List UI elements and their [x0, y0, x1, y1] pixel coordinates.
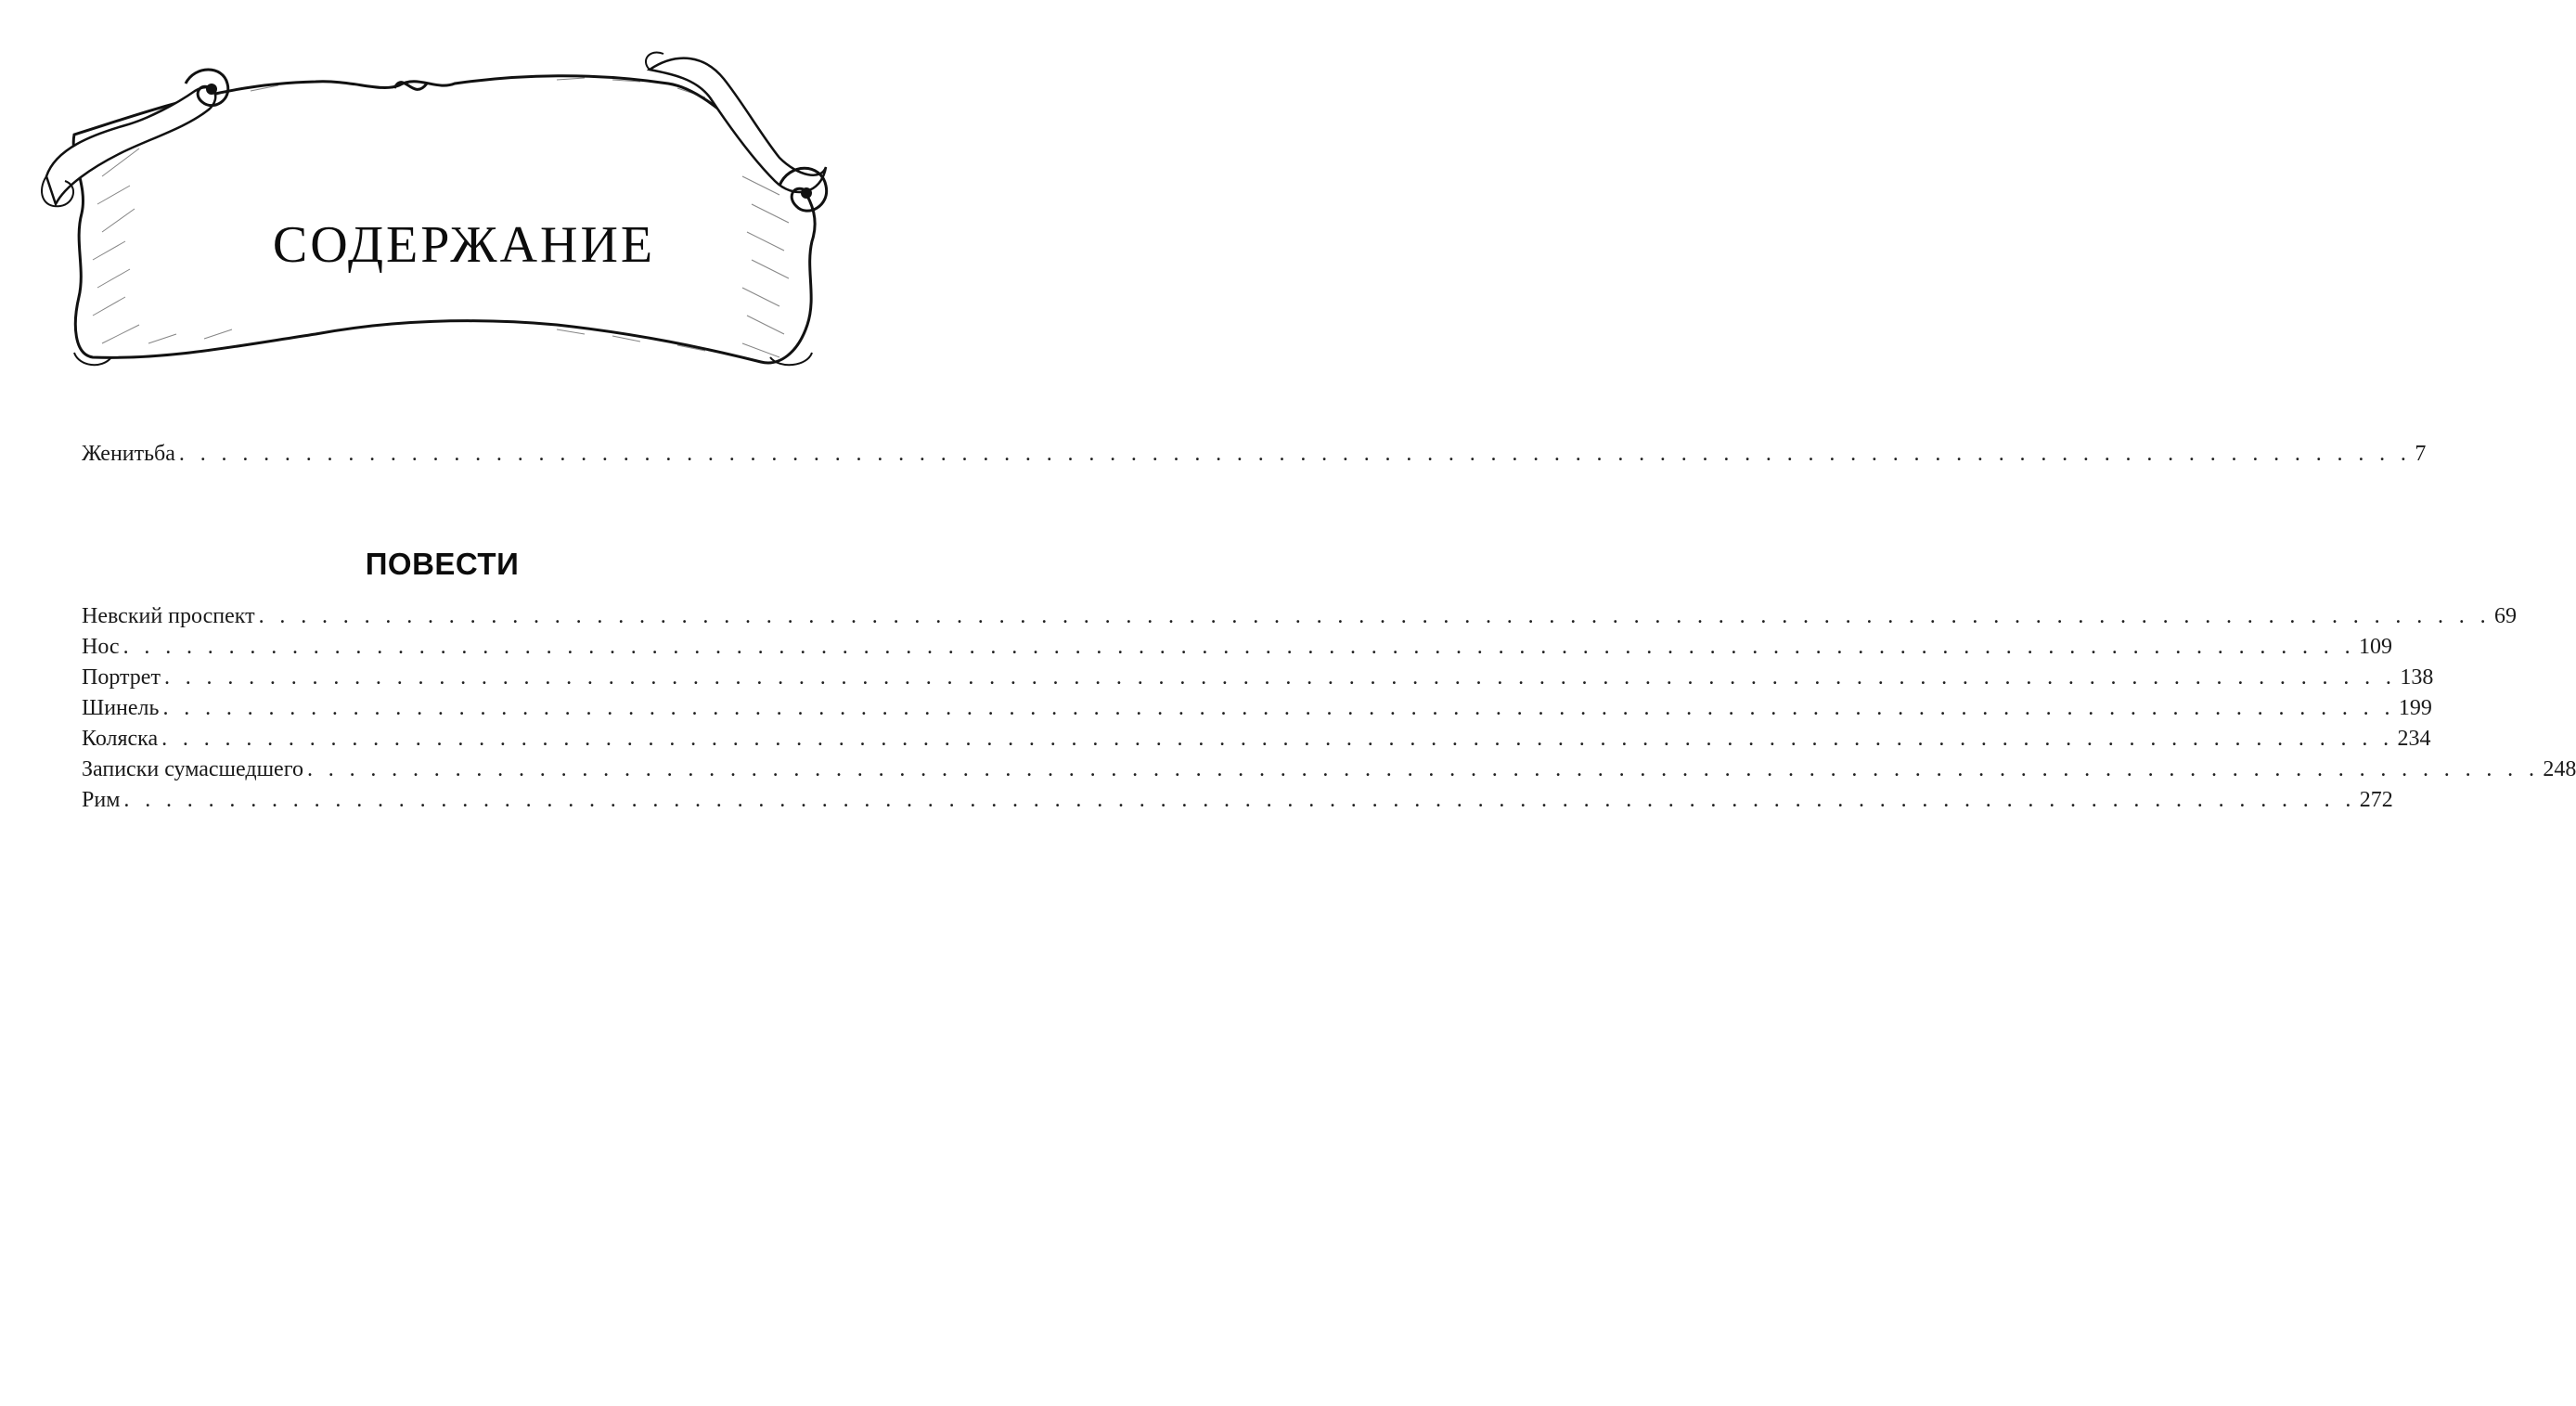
toc-entry[interactable]: [82, 665, 2434, 690]
toc-leader-dots: . . . . . . . . . . . . . . . . . . . . . . . . . . . . . . . . . . . . . . . . . . . . . . . . . . . . . . . . . . . . . . . . . . . . . . . . . . . . . . . . . . . . . . . . . . . . . . . . . . . . . . . . . .: [122, 635, 2355, 659]
page-title: СОДЕРЖАНИЕ: [272, 216, 656, 274]
toc-entry-title: Портрет: [82, 665, 161, 690]
toc-leader-dots: . . . . . . . . . . . . . . . . . . . . . . . . . . . . . . . . . . . . . . . . . . . . . . . . . . . . . . . . . . . . . . . . . . . . . . . . . . . . . . . . . . . . . . . . . . . . . . . . . . . . . . . . . .: [178, 442, 2412, 466]
toc-entry[interactable]: [82, 442, 2427, 466]
toc-leader-dots: . . . . . . . . . . . . . . . . . . . . . . . . . . . . . . . . . . . . . . . . . . . . . . . . . . . . . . . . . . . . . . . . . . . . . . . . . . . . . . . . . . . . . . . . . . . . . . . . . . . . . . . . . .: [123, 788, 2356, 812]
toc-entry[interactable]: [82, 757, 2576, 781]
toc-entry[interactable]: [82, 788, 2393, 812]
toc-entry-page: 138: [2400, 665, 2434, 690]
toc-entry-page: 109: [2359, 635, 2392, 659]
toc-entry-title: Нос: [82, 635, 120, 659]
toc-entry-title: Записки сумасшедшего: [82, 757, 303, 781]
toc-leader-dots: . . . . . . . . . . . . . . . . . . . . . . . . . . . . . . . . . . . . . . . . . . . . . . . . . . . . . . . . . . . . . . . . . . . . . . . . . . . . . . . . . . . . . . . . . . . . . . . . . . . . . . . . . .: [163, 665, 2397, 690]
toc-entry-page: 7: [2415, 442, 2427, 466]
toc-entry-title: Коляска: [82, 727, 159, 751]
toc-entry-title: Невский проспект: [82, 604, 255, 628]
section-heading: ПОВЕСТИ: [365, 547, 520, 581]
toc-entry-title: Рим: [82, 788, 121, 812]
toc-entry-page: 199: [2398, 696, 2432, 720]
toc-entry-title: Шинель: [82, 696, 160, 720]
toc-entry[interactable]: [82, 604, 2518, 628]
toc-entry-title: Женитьба: [82, 442, 175, 466]
toc-entry-page: 234: [2397, 727, 2431, 751]
toc-entry-page: 272: [2359, 788, 2393, 812]
parchment-scroll-icon: [37, 46, 844, 371]
toc-entry[interactable]: [82, 696, 2432, 720]
toc-leader-dots: . . . . . . . . . . . . . . . . . . . . . . . . . . . . . . . . . . . . . . . . . . . . . . . . . . . . . . . . . . . . . . . . . . . . . . . . . . . . . . . . . . . . . . . . . . . . . . . . . . . . . . . . . .: [162, 696, 2395, 720]
toc-leader-dots: . . . . . . . . . . . . . . . . . . . . . . . . . . . . . . . . . . . . . . . . . . . . . . . . . . . . . . . . . . . . . . . . . . . . . . . . . . . . . . . . . . . . . . . . . . . . . . . . . . . . . . . . . .: [161, 727, 2394, 751]
toc-leader-dots: . . . . . . . . . . . . . . . . . . . . . . . . . . . . . . . . . . . . . . . . . . . . . . . . . . . . . . . . . . . . . . . . . . . . . . . . . . . . . . . . . . . . . . . . . . . . . . . . . . . . . . . . . .: [306, 757, 2540, 781]
toc-entry-page: 248: [2543, 757, 2576, 781]
toc-entry[interactable]: [82, 635, 2392, 659]
toc-leader-dots: . . . . . . . . . . . . . . . . . . . . . . . . . . . . . . . . . . . . . . . . . . . . . . . . . . . . . . . . . . . . . . . . . . . . . . . . . . . . . . . . . . . . . . . . . . . . . . . . . . . . . . . . . .: [258, 604, 2492, 628]
toc-entry[interactable]: [82, 727, 2431, 751]
toc-entry-page: 69: [2494, 604, 2518, 628]
